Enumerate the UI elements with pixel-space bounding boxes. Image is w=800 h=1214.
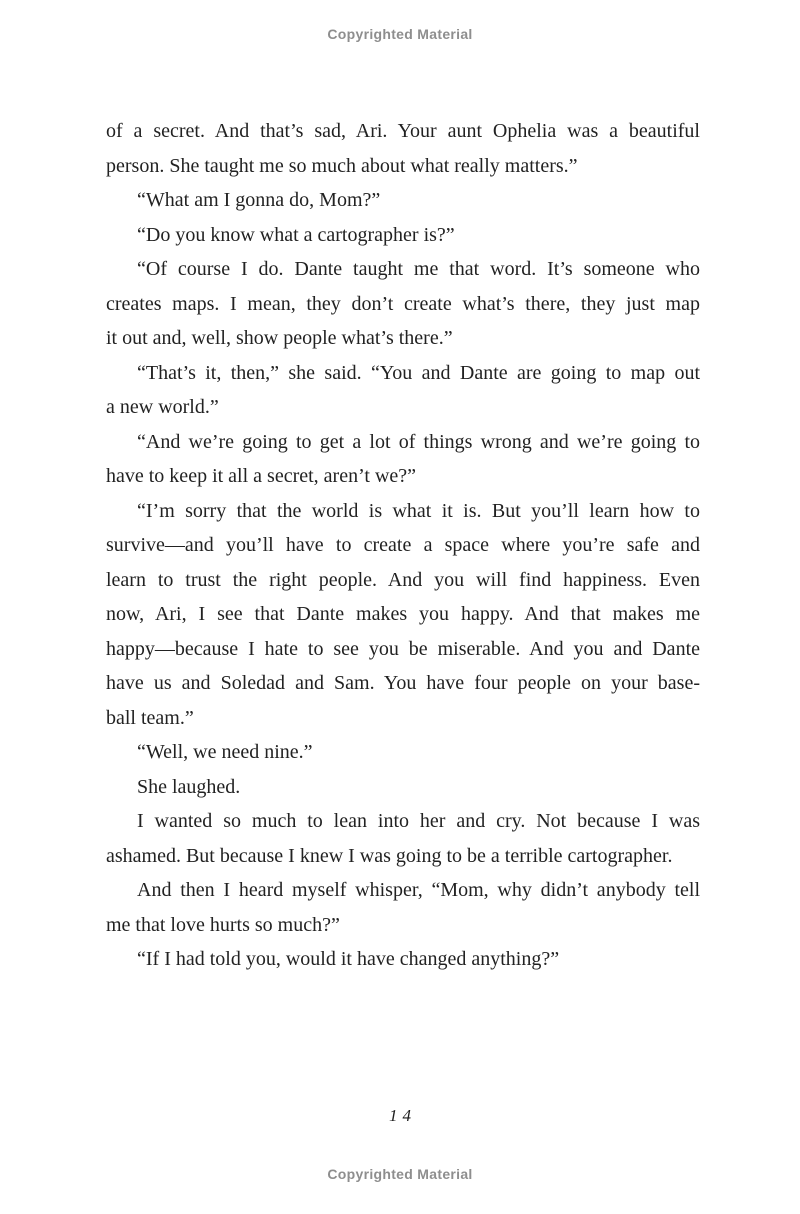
page-number: 14 [389,1106,416,1125]
paragraph [106,114,700,183]
page-text [106,114,700,977]
text-line: ball team.” [106,706,194,729]
text-line: now, Ari, I see that Dante makes you happy. And that makes me [106,603,700,625]
paragraph [106,494,700,736]
paragraph [106,425,700,494]
text-line: survive—and you’ll have to create a space where you’re safe and [106,534,700,556]
text-line: creates maps. I mean, they don’t create what’s there, they just map [106,292,700,315]
text-line: ashamed. But because I knew I was going to be a terrible cartographer. [106,844,673,867]
paragraph [106,356,700,425]
text-line: I wanted so much to lean into her and cry. Not because I was [137,810,700,832]
text-line: “What am I gonna do, Mom?” [137,189,381,211]
text-line: person. She taught me so much about what really matters.” [106,154,578,177]
copyright-notice-top: Copyrighted Material [327,26,473,42]
text-line: “If I had told you, would it have changed anything?” [137,948,560,970]
paragraph [106,873,700,942]
text-line: She laughed. [137,775,241,798]
paragraph [106,942,700,977]
text-line: happy—because I hate to see you be miserable. And you and Dante [106,637,700,660]
paragraph [106,218,700,253]
text-line: “Well, we need nine.” [137,741,313,763]
text-line: me that love hurts so much?” [106,913,340,936]
text-line: a new world.” [106,396,219,418]
paragraph [106,183,700,218]
text-line: learn to trust the right people. And you will find happiness. Even [106,568,700,591]
copyright-notice-bottom: Copyrighted Material [327,1166,473,1182]
text-line: “Do you know what a cartographer is?” [137,223,455,246]
text-line: “That’s it, then,” she said. “You and Dante are going to map out [137,361,700,384]
text-line: have to keep it all a secret, aren’t we?” [106,465,417,487]
text-line: “Of course I do. Dante taught me that word. It’s someone who [137,258,700,280]
paragraph [106,735,700,770]
paragraph [106,770,700,805]
paragraph [106,804,700,873]
text-line: have us and Soledad and Sam. You have four people on your base- [106,672,700,694]
text-line: “And we’re going to get a lot of things wrong and we’re going to [137,430,700,453]
text-line: “I’m sorry that the world is what it is. But you’ll learn how to [137,499,700,522]
text-line: it out and, well, show people what’s there.” [106,327,453,349]
text-line: And then I heard myself whisper, “Mom, why didn’t anybody tell [137,879,700,901]
paragraph [106,252,700,356]
text-line: of a secret. And that’s sad, Ari. Your aunt Ophelia was a beautiful [106,120,700,142]
